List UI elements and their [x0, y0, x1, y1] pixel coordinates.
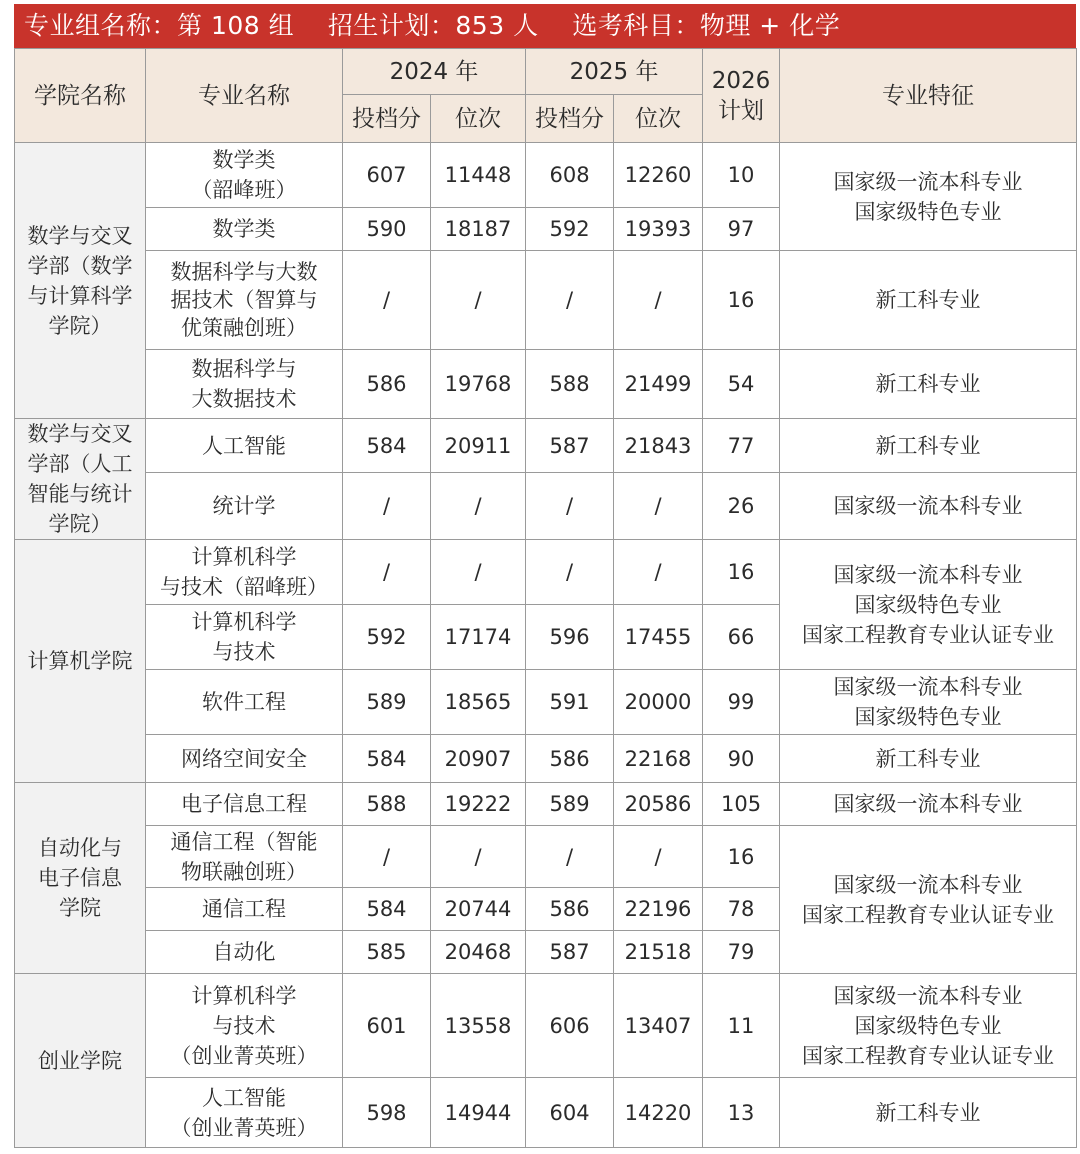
score-2024: /	[343, 540, 431, 605]
feature-cell: 国家级一流本科专业 国家级特色专业 国家工程教育专业认证专业	[780, 540, 1077, 670]
plan-2026: 79	[703, 931, 780, 974]
score-2024: 586	[343, 350, 431, 419]
feature-cell: 国家级一流本科专业 国家级特色专业	[780, 670, 1077, 735]
score-2024: /	[343, 251, 431, 350]
plan-2026: 26	[703, 473, 780, 540]
rank-2024: 18187	[431, 208, 526, 251]
plan-2026: 10	[703, 143, 780, 208]
score-2024: 585	[343, 931, 431, 974]
rank-2025: 20000	[614, 670, 703, 735]
header-plan-2026: 2026 计划	[703, 49, 780, 143]
score-2024: 588	[343, 783, 431, 826]
rank-2024: 19222	[431, 783, 526, 826]
rank-2025: /	[614, 251, 703, 350]
rank-2025: 17455	[614, 605, 703, 670]
major-cell: 计算机科学 与技术	[146, 605, 343, 670]
header-rank-2024: 位次	[431, 95, 526, 143]
score-2025: 596	[526, 605, 614, 670]
rank-2025: 21843	[614, 419, 703, 473]
plan-2026: 11	[703, 974, 780, 1078]
plan-2026: 77	[703, 419, 780, 473]
score-2025: 588	[526, 350, 614, 419]
header-score-2025: 投档分	[526, 95, 614, 143]
plan-2026: 105	[703, 783, 780, 826]
rank-2024: 20744	[431, 888, 526, 931]
score-2024: 592	[343, 605, 431, 670]
plan-2026: 16	[703, 826, 780, 888]
rank-2024: 13558	[431, 974, 526, 1078]
score-2025: 606	[526, 974, 614, 1078]
major-cell: 计算机科学 与技术 （创业菁英班）	[146, 974, 343, 1078]
score-2024: 607	[343, 143, 431, 208]
rank-2025: 13407	[614, 974, 703, 1078]
score-2025: 587	[526, 931, 614, 974]
score-2024: 584	[343, 888, 431, 931]
header-year-2025: 2025 年	[526, 49, 703, 95]
rank-2024: /	[431, 540, 526, 605]
feature-cell: 新工科专业	[780, 1078, 1077, 1148]
major-cell: 人工智能	[146, 419, 343, 473]
header-year-2024: 2024 年	[343, 49, 526, 95]
plan-2026: 66	[703, 605, 780, 670]
header-feature: 专业特征	[780, 49, 1077, 143]
header-bar: 专业组名称：第 108 组 招生计划：853 人 选考科目：物理 + 化学	[14, 4, 1076, 48]
feature-cell: 新工科专业	[780, 735, 1077, 783]
major-cell: 网络空间安全	[146, 735, 343, 783]
rank-2025: 22168	[614, 735, 703, 783]
rank-2025: 20586	[614, 783, 703, 826]
rank-2025: 19393	[614, 208, 703, 251]
rank-2025: 12260	[614, 143, 703, 208]
major-cell: 数学类 （韶峰班）	[146, 143, 343, 208]
plan-2026: 97	[703, 208, 780, 251]
header-major: 专业名称	[146, 49, 343, 143]
plan-2026: 54	[703, 350, 780, 419]
score-2024: /	[343, 826, 431, 888]
college-cell: 数学与交叉 学部（数学 与计算科学 学院）	[15, 143, 146, 419]
feature-cell: 国家级一流本科专业 国家级特色专业	[780, 143, 1077, 251]
score-2025: 589	[526, 783, 614, 826]
feature-cell: 国家级一流本科专业 国家级特色专业 国家工程教育专业认证专业	[780, 974, 1077, 1078]
rank-2025: 21518	[614, 931, 703, 974]
plan-2026: 16	[703, 251, 780, 350]
header-college: 学院名称	[15, 49, 146, 143]
major-cell: 数据科学与大数 据技术（智算与 优策融创班）	[146, 251, 343, 350]
major-cell: 统计学	[146, 473, 343, 540]
score-2024: 598	[343, 1078, 431, 1148]
score-2025: /	[526, 251, 614, 350]
rank-2025: /	[614, 473, 703, 540]
rank-2024: 19768	[431, 350, 526, 419]
feature-cell: 国家级一流本科专业	[780, 473, 1077, 540]
rank-2025: 14220	[614, 1078, 703, 1148]
score-2025: /	[526, 826, 614, 888]
plan-2026: 99	[703, 670, 780, 735]
score-2024: 590	[343, 208, 431, 251]
score-2024: 589	[343, 670, 431, 735]
score-2025: 592	[526, 208, 614, 251]
rank-2024: 17174	[431, 605, 526, 670]
score-2025: /	[526, 540, 614, 605]
score-2025: /	[526, 473, 614, 540]
feature-cell: 国家级一流本科专业 国家工程教育专业认证专业	[780, 826, 1077, 974]
score-2025: 591	[526, 670, 614, 735]
college-cell: 自动化与 电子信息 学院	[15, 783, 146, 974]
major-cell: 自动化	[146, 931, 343, 974]
header-score-2024: 投档分	[343, 95, 431, 143]
score-2024: /	[343, 473, 431, 540]
plan-2026: 90	[703, 735, 780, 783]
plan-2026: 13	[703, 1078, 780, 1148]
rank-2024: 20468	[431, 931, 526, 974]
score-2025: 604	[526, 1078, 614, 1148]
feature-cell: 国家级一流本科专业	[780, 783, 1077, 826]
score-2025: 608	[526, 143, 614, 208]
college-cell: 计算机学院	[15, 540, 146, 783]
rank-2024: /	[431, 251, 526, 350]
college-cell: 创业学院	[15, 974, 146, 1148]
rank-2024: /	[431, 473, 526, 540]
feature-cell: 新工科专业	[780, 419, 1077, 473]
plan-2026: 16	[703, 540, 780, 605]
rank-2024: /	[431, 826, 526, 888]
rank-2024: 11448	[431, 143, 526, 208]
rank-2025: 22196	[614, 888, 703, 931]
admission-table	[14, 48, 1077, 1148]
plan-2026: 78	[703, 888, 780, 931]
major-cell: 人工智能 （创业菁英班）	[146, 1078, 343, 1148]
score-2024: 601	[343, 974, 431, 1078]
score-2025: 587	[526, 419, 614, 473]
major-cell: 数据科学与 大数据技术	[146, 350, 343, 419]
score-2025: 586	[526, 888, 614, 931]
feature-cell: 新工科专业	[780, 350, 1077, 419]
rank-2025: 21499	[614, 350, 703, 419]
header-rank-2025: 位次	[614, 95, 703, 143]
major-cell: 数学类	[146, 208, 343, 251]
major-cell: 计算机科学 与技术（韶峰班）	[146, 540, 343, 605]
rank-2024: 14944	[431, 1078, 526, 1148]
rank-2024: 18565	[431, 670, 526, 735]
score-2025: 586	[526, 735, 614, 783]
major-cell: 通信工程	[146, 888, 343, 931]
rank-2024: 20911	[431, 419, 526, 473]
major-cell: 电子信息工程	[146, 783, 343, 826]
major-cell: 通信工程（智能 物联融创班）	[146, 826, 343, 888]
rank-2025: /	[614, 540, 703, 605]
score-2024: 584	[343, 735, 431, 783]
rank-2024: 20907	[431, 735, 526, 783]
college-cell: 数学与交叉 学部（人工 智能与统计 学院）	[15, 419, 146, 540]
major-cell: 软件工程	[146, 670, 343, 735]
rank-2025: /	[614, 826, 703, 888]
feature-cell: 新工科专业	[780, 251, 1077, 350]
score-2024: 584	[343, 419, 431, 473]
